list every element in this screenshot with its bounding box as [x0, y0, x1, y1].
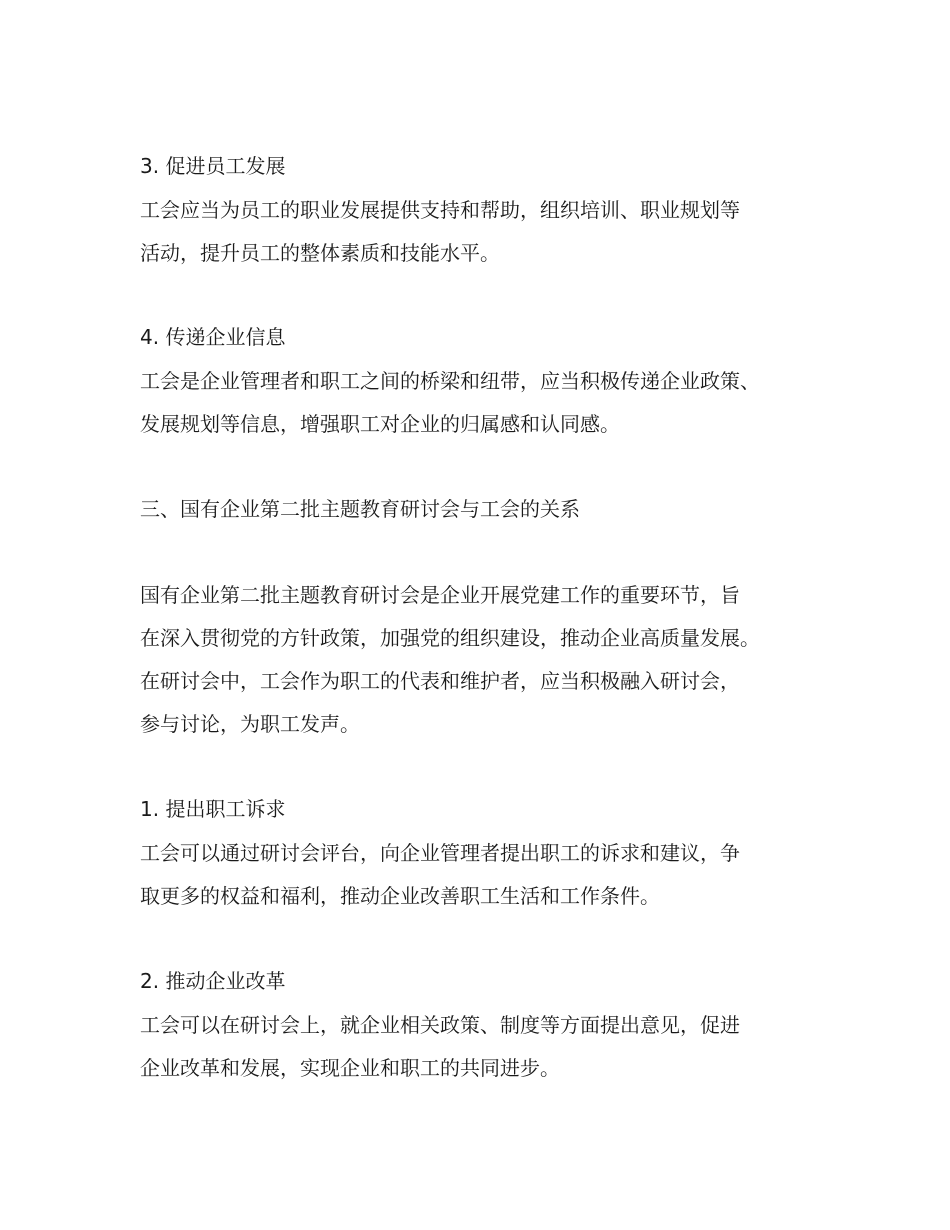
section-heading-transmit-enterprise-info: 4. 传递企业信息 — [140, 325, 286, 349]
paragraph-line: 活动，提升员工的整体素质和技能水平。 — [140, 241, 500, 265]
paragraph-line: 工会可以在研讨会上，就企业相关政策、制度等方面提出意见，促进 — [140, 1013, 740, 1037]
paragraph-line: 参与讨论，为职工发声。 — [140, 712, 360, 736]
paragraph-line: 工会是企业管理者和职工之间的桥梁和纽带，应当积极传递企业政策、 — [140, 369, 760, 393]
paragraph-line: 在研讨会中，工会作为职工的代表和维护者，应当积极融入研讨会， — [140, 669, 740, 693]
paragraph-line: 取更多的权益和福利，推动企业改善职工生活和工作条件。 — [140, 884, 660, 908]
paragraph-line: 在深入贯彻党的方针政策，加强党的组织建设，推动企业高质量发展。 — [140, 626, 760, 650]
section-heading-raise-worker-demands: 1. 提出职工诉求 — [140, 797, 286, 821]
paragraph-line: 发展规划等信息，增强职工对企业的归属感和认同感。 — [140, 412, 620, 436]
chapter-heading-three: 三、国有企业第二批主题教育研讨会与工会的关系 — [140, 497, 580, 521]
section-heading-promote-enterprise-reform: 2. 推动企业改革 — [140, 969, 286, 993]
paragraph-line: 国有企业第二批主题教育研讨会是企业开展党建工作的重要环节，旨 — [140, 583, 740, 607]
paragraph-line: 工会可以通过研讨会评台，向企业管理者提出职工的诉求和建议，争 — [140, 841, 740, 865]
paragraph-line: 企业改革和发展，实现企业和职工的共同进步。 — [140, 1056, 560, 1080]
section-heading-promote-employee-development: 3. 促进员工发展 — [140, 154, 286, 178]
paragraph-line: 工会应当为员工的职业发展提供支持和帮助，组织培训、职业规划等 — [140, 198, 740, 222]
